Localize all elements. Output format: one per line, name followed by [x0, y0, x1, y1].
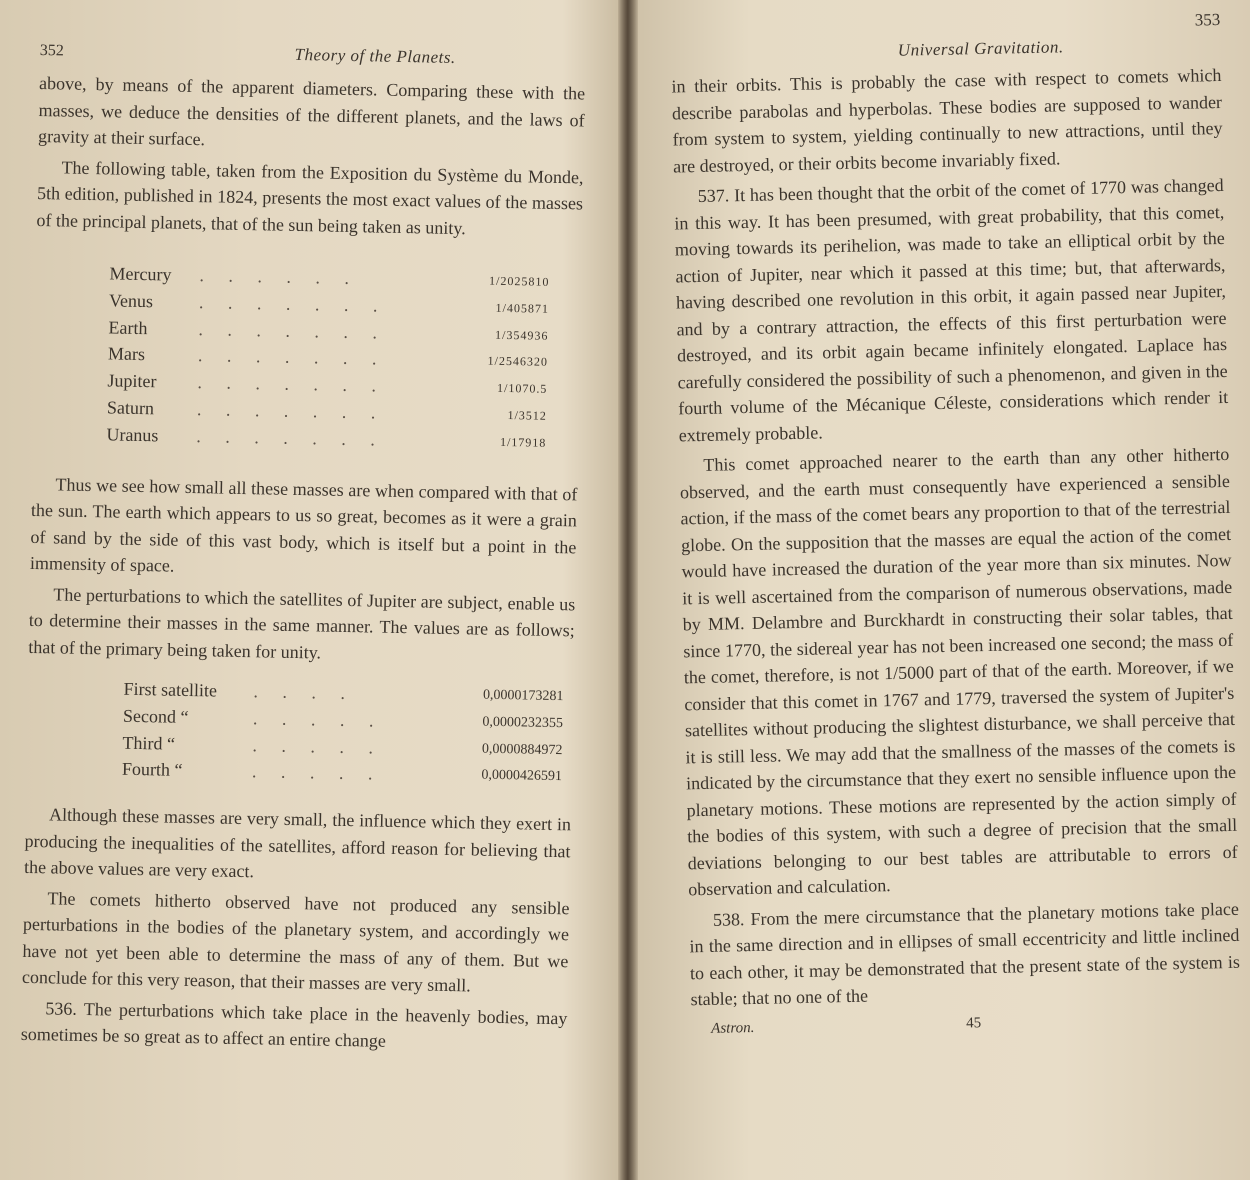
planet-name: Saturn [106, 397, 155, 419]
right-page [632, 0, 1250, 1180]
right-page-number: 353 [1194, 10, 1221, 30]
left-page-number: 352 [39, 41, 64, 60]
planet-name: Jupiter [107, 370, 157, 392]
signature-number: 45 [965, 1014, 982, 1032]
signature-mark: Astron. [711, 1019, 755, 1037]
left-page [0, 0, 622, 1180]
leader-dots: . . . . . [251, 761, 383, 785]
left-para-3: Thus we see how small all these masses are when compared with that of the sun. The earth which appears to us so great, becomes as it were a grain of sand by the side of this vast body, which is itself but a point in the immensity of space. [29, 473, 578, 576]
planet-name: Earth [108, 316, 148, 338]
planet-mass: 1/2546320 [487, 354, 549, 370]
planet-mass: 1/17918 [499, 434, 547, 450]
planet-name: Uranus [106, 424, 159, 446]
planet-mass: 1/354936 [494, 327, 549, 343]
right-para-3: This comet approached nearer to the earth than any other hitherto observed, and the earth must consequently have experienced a sensible action, if the mass of the comet bears any proportion to that of the terrestrial globe. On the supposition that the masses are equal the action of the comet would have increased the duration of the year more than six minutes. Now it is well ascertained from the comparison of numerous observations, made by MM. Delambre and Burckhardt in constructing their solar tables, that since 1770, the sidereal year has not been increased one second; the mass of the comet, therefore, is not 1/5000 part of that of the earth. Moreover, if we consider that this comet in 1767 and 1779, traversed the system of Jupiter's satellites without producing the slightest disturbance, we shall perceive that it is still less. We may add that the smallness of the masses of the comets is indicated by the circumstance that they exert no sensible influence upon the planetary motions. These motions are represented by the action simply of the bodies of this system, with such a degree of precision that the small deviations belonging to our best tables are attributable to errors of observation and calculation. [679, 443, 1238, 900]
left-para-5: Although these masses are very small, the influence which they exert in producing the inequalities of the satellites, afford reason for believing that the above values are very exact. [23, 804, 572, 882]
left-running-head [40, 40, 586, 70]
left-para-4: The perturbations to which the satellites of Jupiter are subject, enable us to determine their masses in the same manner. The values are as follows; that of the primary being taken for unity. [28, 583, 576, 663]
left-page-text [21, 40, 586, 1058]
satellite-mass: 0,0000884972 [481, 741, 563, 758]
right-para-4: 538. From the mere circumstance that the planetary motions take place in the same direction and in ellipses of small eccentricity and little inclined to each other, it may be demonstrated that the present state of the system is stable; that no one of the [689, 898, 1241, 1010]
leader-dots: . . . . . [252, 708, 384, 731]
leader-dots: . . . . . . . [196, 399, 386, 423]
planet-mass: 1/2025810 [488, 273, 550, 289]
leader-dots: . . . . . . [199, 265, 360, 289]
satellite-name: Fourth “ [121, 759, 183, 781]
right-page-text [670, 10, 1241, 1038]
satellite-mass: 0,0000426591 [481, 768, 563, 785]
satellite-mass: 0,0000173281 [482, 687, 564, 705]
planet-mass: 1/1070.5 [496, 381, 548, 396]
leader-dots: . . . . [253, 681, 356, 704]
right-para-1: in their orbits. This is probably the case with respect to comets which describe parabolas and hyperbolas. These bodies are supposed to wander from system to system, yielding continually to new attractions, until they are destroyed, or their orbits become invariably fixed. [671, 64, 1223, 176]
satellite-name: Third “ [122, 732, 176, 754]
right-para-2: 537. It has been thought that the orbit of the comet of 1770 was changed in this way. It has been presumed, with great probability, that this comet, moving towards its perihelion, was made to take an elliptical orbit by the action of Jupiter, near which it passed at this time; but, that afterwards, having described one revolution in this orbit, it again passed near Jupiter, and by a contrary attraction, the effects of this first perturbation were destroyed, and its orbit again became infinitely elongated. Laplace has carefully considered the possibility of such a phenomenon, and given in the fourth volume of the Mécanique Céleste, considerations which render it extremely probable. [674, 174, 1229, 445]
leader-dots: . . . . . . . [198, 291, 388, 316]
satellite-name: Second “ [122, 705, 189, 727]
planet-mass: 1/3512 [507, 408, 548, 423]
satellite-mass: 0,0000232355 [482, 714, 564, 732]
leader-dots: . . . . . . . [196, 425, 386, 450]
left-para-1: above, by means of the apparent diameters. Comparing these with the masses, we deduce the densities of the different planets, and the laws of gravity at their surface. [37, 72, 586, 150]
leader-dots: . . . . . [252, 734, 384, 758]
signature-line [691, 1009, 1241, 1038]
left-running-title: Theory of the Planets. [294, 44, 456, 67]
leader-dots: . . . . . . . [197, 372, 387, 396]
planet-mass: 1/405871 [495, 300, 550, 316]
satellite-mass-table [122, 676, 564, 792]
leader-dots: . . . . . . . [197, 345, 387, 370]
left-para-6: The comets hitherto observed have not produced any sensible perturbations in the bodies of the planetary system, and accordingly we have not yet been able to determine the mass of any of them. But we conclude for this very reason, that their masses are very small. [21, 888, 570, 996]
satellite-name: First satellite [123, 678, 218, 701]
left-para-7: 536. The perturbations which take place in the heavenly bodies, may sometimes be so great as to affect an entire change [20, 998, 568, 1052]
left-para-2: The following table, taken from the Exposition du Système du Monde, 5th edition, published in 1824, presents the most exact values of the masses of the principal planets, that of the sun being taken as unity. [36, 156, 584, 238]
planet-name: Venus [108, 290, 154, 312]
right-running-title: Universal Gravitation. [897, 37, 1064, 60]
planet-name: Mercury [109, 263, 172, 285]
planet-name: Mars [107, 343, 146, 365]
leader-dots: . . . . . . . [198, 318, 388, 343]
planet-mass-table [106, 260, 550, 456]
